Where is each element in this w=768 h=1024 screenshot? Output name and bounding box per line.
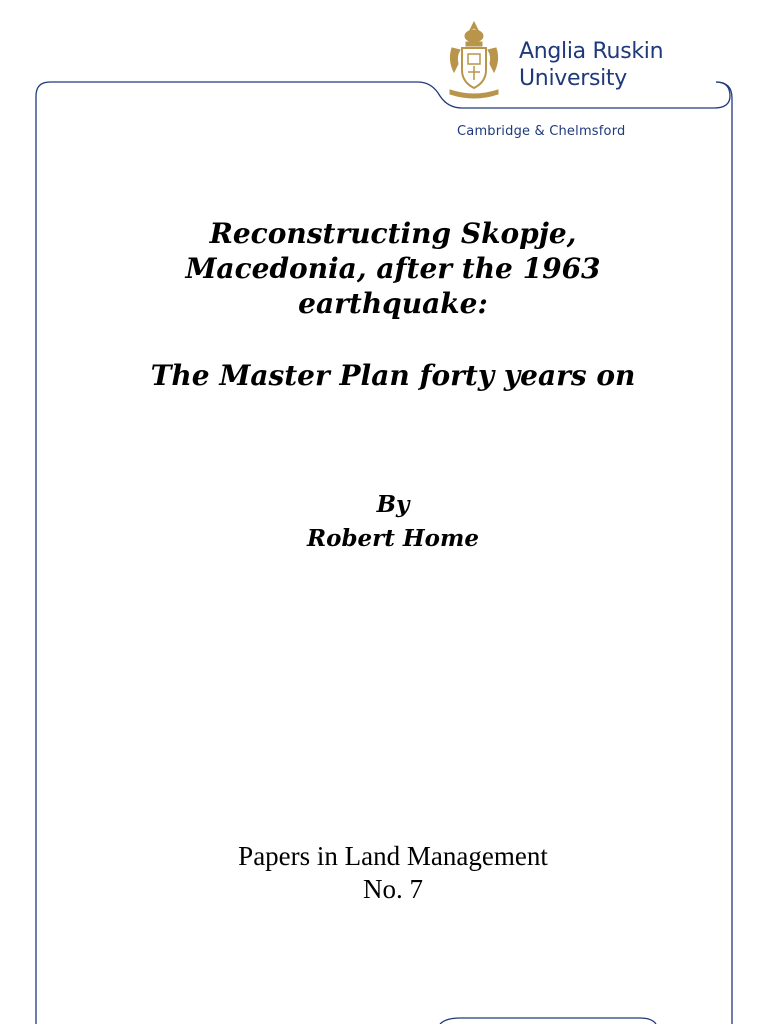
- cover-title: [60, 216, 726, 321]
- series-info: [60, 840, 726, 906]
- title-line-1: Reconstructing Skopje,: [209, 217, 577, 250]
- title-line-2: Macedonia, after the 1963: [185, 252, 601, 285]
- byline: [60, 488, 726, 556]
- title-line-3: earthquake:: [298, 287, 488, 320]
- coat-of-arms-icon: [444, 20, 504, 100]
- university-name-line1: Anglia Ruskin: [519, 39, 664, 64]
- author-name: Robert Home: [307, 525, 479, 552]
- cover-subtitle: The Master Plan forty years on: [150, 359, 636, 392]
- campus-text: Cambridge & Chelmsford: [457, 124, 626, 139]
- university-name: [519, 38, 663, 92]
- by-label: By: [376, 491, 410, 518]
- series-number: No. 7: [363, 874, 423, 904]
- university-name-line2: University: [519, 66, 627, 91]
- series-name: Papers in Land Management: [238, 841, 548, 871]
